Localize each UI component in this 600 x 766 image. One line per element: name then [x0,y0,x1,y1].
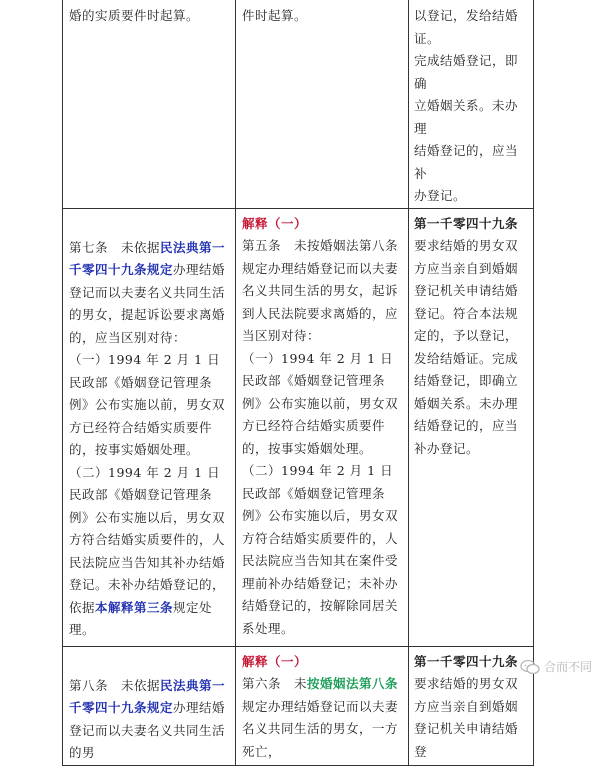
article-5-clause-2: （二）1994 年 2 月 1 日民政部《婚姻登记管理条例》公布实施以后，男女双方符合结婚实质要件的，人民法院应当告知其在案件受理前补办结婚登记；未补办结婚登记的，按解除同居关系处理。 [242,463,399,636]
clause-tail: 规定处理。 [69,599,213,637]
article-7-text [69,237,229,350]
article-1049-body: 要求结婚的男女双方应当亲自到婚姻登记机关申请结婚登 [414,676,519,759]
interpretation-reference: 本解释第三条 [95,599,174,615]
cell-line: 立婚姻关系。未办理 [414,98,519,136]
table-row [63,0,534,208]
article-lead: 第六条 未 [242,676,308,691]
article-1049-body: 要求结婚的男女双方应当亲自到婚姻登记机关申请结婚登记。符合本法规定的，予以登记，发给结婚证。完成结婚登记，即确立婚姻关系。未办理结婚登记的，应当补办登记。 [414,238,519,456]
cell-line: 以登记，发给结婚证。 [414,8,519,46]
article-8-text [69,675,229,765]
cell-line: 办登记。 [414,188,467,203]
article-lead: 第八条 未依据 [69,677,161,693]
cell-text: 婚的实质要件时起算。 [69,8,200,23]
interpretation-tag: 解释（一） [242,215,308,231]
law-comparison-table [62,0,534,766]
civil-code-reference: 民法典第一千零四十九条规定 [69,677,226,715]
table-cell [409,208,534,646]
marriage-law-reference: 按婚姻法第八条 [307,676,399,691]
table-cell [63,208,236,646]
interpretation-tag: 解释（一） [242,653,308,669]
article-body: 办理结婚登记而以夫妻名义共同生活的男 [69,700,226,760]
civil-code-reference: 民法典第一千零四十九条规定 [69,239,226,277]
article-lead: 第七条 未依据 [69,239,161,255]
article-7-clause-1: （一）1994 年 2 月 1 日民政部《婚姻登记管理条例》公布实施以前，男女双方已经符合结婚实质要件的，按事实婚姻处理。 [69,352,226,457]
article-6-text [242,673,402,763]
table-cell [236,646,409,765]
cell-text: 件时起算。 [242,8,308,23]
cell-line: 完成结婚登记，即确 [414,53,519,91]
article-body: 办理结婚登记而以夫妻名义共同生活的男女，提起诉讼要求离婚的，应当区别对待： [69,262,226,345]
article-7-clause-2 [69,462,229,642]
watermark-text: 合而不同 [543,660,592,674]
table-row [63,208,534,646]
article-5-clause-1: （一）1994 年 2 月 1 日民政部《婚姻登记管理条例》公布实施以前，男女双方已经符合结婚实质要件的，按事实婚姻处理。 [242,350,399,456]
cell-line: 结婚登记的，应当补 [414,143,519,181]
table-cell [236,0,409,208]
table-cell [63,0,236,208]
watermark [520,658,592,675]
article-1049-title: 第一千零四十九条 [414,653,519,669]
table-cell [409,0,534,208]
article-1049-title: 第一千零四十九条 [414,215,519,231]
chat-bubble-icon [520,659,540,675]
clause-body: （二）1994 年 2 月 1 日民政部《婚姻登记管理条例》公布实施以后，男女双方符合结婚实质要件的，人民法院应当告知其补办结婚登记。未补办结婚登记的，依据 [69,464,226,615]
table-cell [409,646,534,765]
article-5-text: 第五条 未按婚姻法第八条规定办理结婚登记而以夫妻名义共同生活的男女，起诉到人民法院要求离婚的，应当区别对待： [242,238,399,343]
table-cell [236,208,409,646]
table-cell [63,646,236,765]
table-row [63,646,534,765]
article-body: 规定办理结婚登记而以夫妻名义共同生活的男女，一方死亡， [242,698,399,759]
